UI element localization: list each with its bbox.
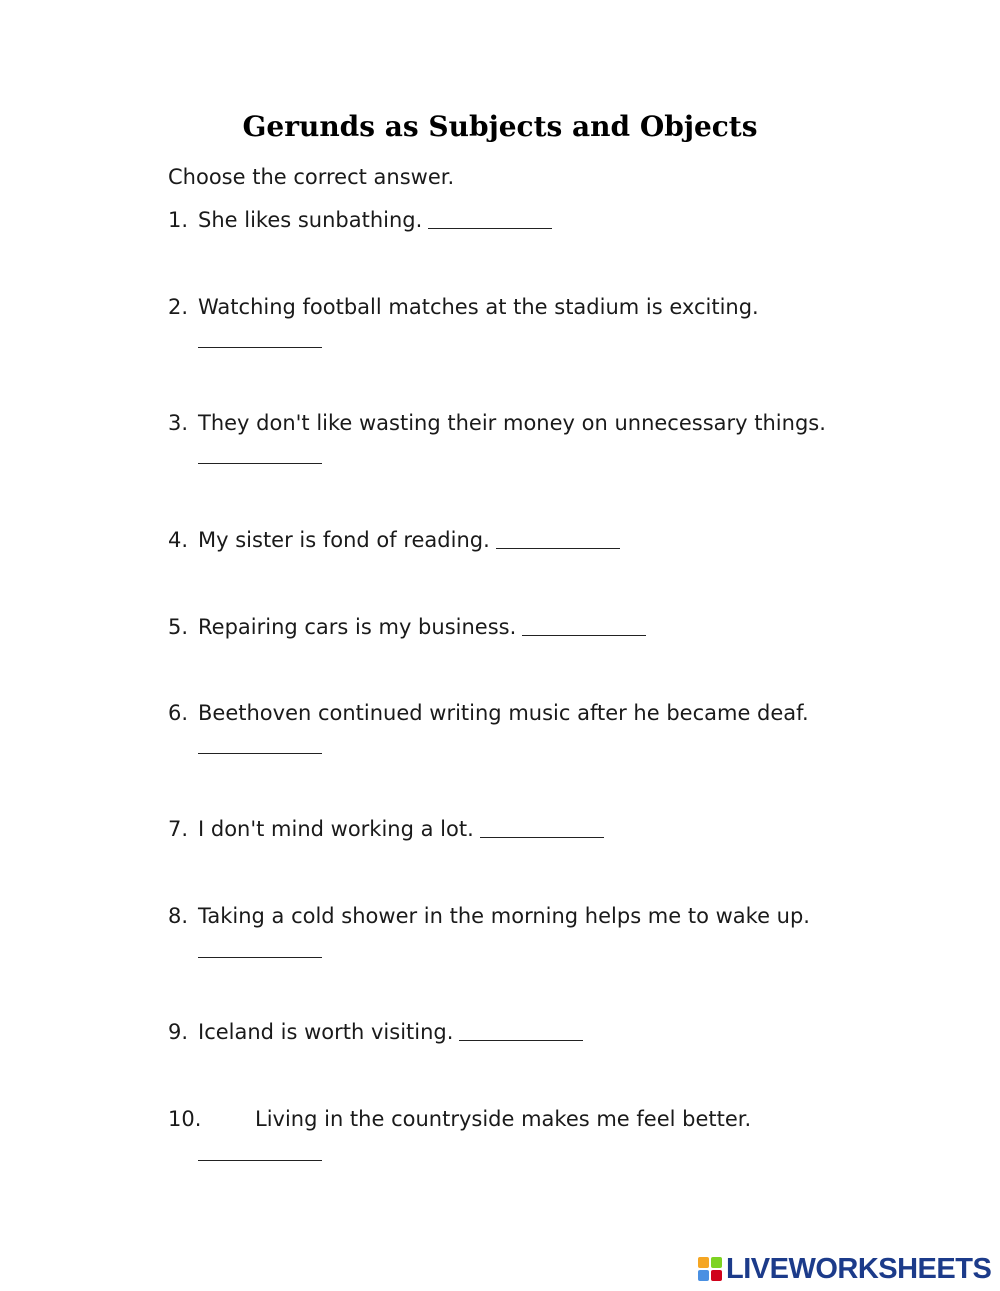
question-text: Beethoven continued writing music after he became deaf.	[198, 701, 809, 725]
question-7	[168, 817, 604, 841]
question-text: Iceland is worth visiting.	[198, 1020, 454, 1044]
logo-tile	[711, 1257, 722, 1268]
answer-blank[interactable]	[198, 753, 322, 754]
answer-blank[interactable]	[496, 547, 620, 549]
answer-blank[interactable]	[480, 836, 604, 838]
logo-tiles-icon	[698, 1257, 722, 1281]
question-number: 6.	[168, 701, 189, 725]
question-number: 7.	[168, 817, 189, 841]
question-number: 3.	[168, 411, 189, 435]
instructions: Choose the correct answer.	[168, 165, 455, 189]
answer-blank[interactable]	[459, 1039, 583, 1041]
question-text: She likes sunbathing.	[198, 208, 423, 232]
logo-tile	[698, 1257, 709, 1268]
question-1	[168, 208, 552, 232]
answer-blank[interactable]	[522, 634, 646, 636]
question-10	[168, 1107, 751, 1131]
question-text: They don't like wasting their money on unnecessary things.	[198, 411, 826, 435]
question-text: My sister is fond of reading.	[198, 528, 490, 552]
question-number: 10.	[168, 1107, 202, 1131]
answer-blank[interactable]	[198, 1160, 322, 1161]
question-3	[168, 411, 826, 435]
question-number: 5.	[168, 615, 189, 639]
brand-name: LIVEWORKSHEETS	[726, 1252, 992, 1285]
question-2	[168, 295, 759, 319]
answer-blank[interactable]	[198, 957, 322, 958]
question-9	[168, 1020, 583, 1044]
question-text: I don't mind working a lot.	[198, 817, 474, 841]
question-4	[168, 528, 620, 552]
question-5	[168, 615, 646, 639]
answer-blank[interactable]	[428, 227, 552, 229]
page-title: Gerunds as Subjects and Objects	[242, 110, 758, 143]
question-number: 9.	[168, 1020, 189, 1044]
question-text: Watching football matches at the stadium is exciting.	[198, 295, 759, 319]
logo-tile	[698, 1270, 709, 1281]
answer-blank[interactable]	[198, 347, 322, 348]
question-number: 1.	[168, 208, 189, 232]
logo-tile	[711, 1270, 722, 1281]
question-number: 4.	[168, 528, 189, 552]
question-text: Repairing cars is my business.	[198, 615, 517, 639]
question-number: 8.	[168, 904, 189, 928]
question-text: Living in the countryside makes me feel better.	[255, 1107, 752, 1131]
question-number: 2.	[168, 295, 189, 319]
question-6	[168, 701, 809, 725]
question-8	[168, 904, 810, 928]
answer-blank[interactable]	[198, 463, 322, 464]
question-text: Taking a cold shower in the morning helps me to wake up.	[198, 904, 810, 928]
liveworksheets-logo	[698, 1252, 991, 1286]
